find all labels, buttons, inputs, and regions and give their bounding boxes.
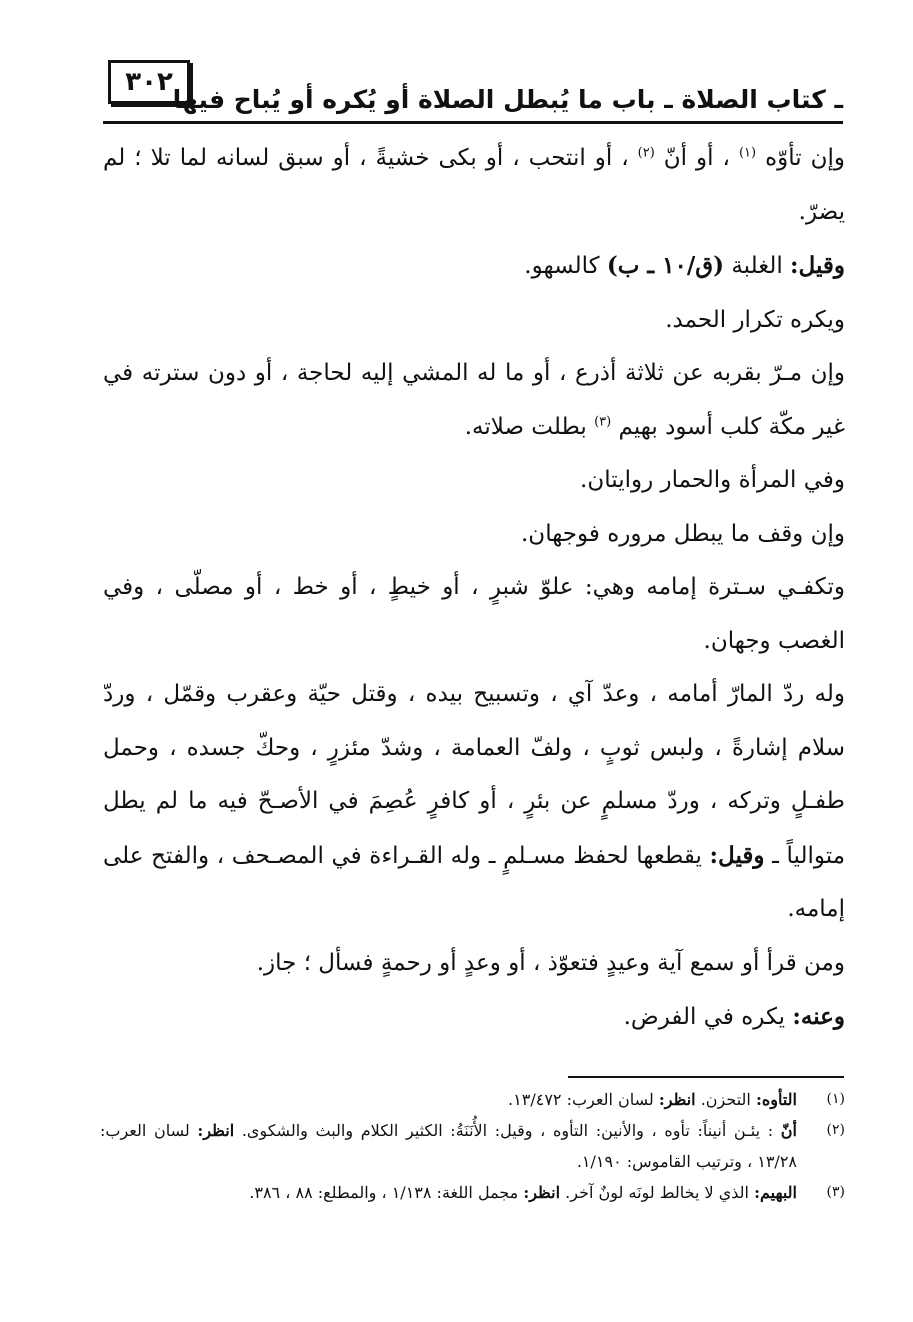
paragraph-2-text-b: كالسهو. (524, 253, 600, 279)
footnote-body (100, 1177, 797, 1208)
footnote-body (100, 1115, 797, 1177)
footnote-ref-1: (١) (738, 145, 757, 161)
manuscript-marker: (ق/١٠ ـ ب) (606, 252, 725, 279)
page-number-text: ٣٠٢ (125, 67, 173, 97)
paragraph-1-text-c: ، أو انتحب ، أو بكى خشيةً ، أو سبق لسانه لما تلا ؛ لم يضرّ. (103, 145, 845, 225)
paragraph-8-text-a: وله ردّ المارّ أمامه ، وعدّ آي ، وتسبيح بيده ، وقتل حيّة وعقرب وقمّل ، وردّ سلام إشارةً ، ولبس ثوبٍ ، ولفّ العمامة ، وشدّ مئزرٍ ، وحكّ جسده ، وحمل طفـلٍ وتركه ، وردّ مسلمٍ عن بئرٍ ، أو كافرٍ عُصِمَ في الأصـحّ فيه ما لم يطل متوالياً ـ (103, 681, 846, 869)
footnote-separator (568, 1076, 844, 1078)
footnote-term: البهيم: (754, 1183, 797, 1202)
footnote-number: (٣) (826, 1184, 845, 1200)
keyword-wanhu: وعنه: (792, 1003, 845, 1030)
footnote-number: (٢) (826, 1122, 845, 1138)
keyword-qila: وقيل: (790, 252, 845, 279)
paragraph-2-text-a: الغلبة (731, 253, 783, 279)
paragraph-7: وتكفـي سـترة إمامه وهي: علوّ شبرٍ ، أو خيطٍ ، أو خط ، أو مصلّى ، وفي الغصب وجهان. (103, 574, 845, 654)
paragraph-10-text: يكره في الفرض. (623, 1004, 786, 1030)
paragraph-3: ويكره تكرار الحمد. (665, 306, 845, 333)
paragraph-8-text-b: يقطعها لحفظ مسـلمٍ ـ وله القـراءة في المصـحف ، والفتح على إمامه. (103, 842, 845, 922)
paragraph-1 (103, 132, 845, 239)
footnotes (100, 1084, 845, 1208)
paragraph-2 (103, 239, 845, 294)
footnote-see: انظر: (197, 1121, 235, 1140)
paragraph-6: وإن وقف ما يبطل مروره فوجهان. (521, 520, 845, 547)
paragraph-5: وفي المرأة والحمار روايتان. (580, 467, 845, 493)
footnote-source: مجمل اللغة: ١/١٣٨ ، والمطلع: ٨٨ ، ٣٨٦. (249, 1183, 519, 1202)
footnote-number: (١) (826, 1091, 845, 1107)
main-text (103, 132, 845, 1045)
header-rule (103, 121, 843, 124)
footnote-see: انظر: (658, 1090, 696, 1109)
footnote-text: : يئـن أنيناً: تأوه ، والأنين: التأوه ، وقيل: الأُنَنَةُ: الكثير الكلام والبث والشكوى. (241, 1121, 774, 1140)
footnote-ref-3: (٣) (594, 413, 612, 429)
paragraph-4-text-a: وإن مـرّ بقربه عن ثلاثة أذرع ، أو ما له المشي إليه لحاجة ، أو دون سترته في غير مكّة كلب أسود بهيم (103, 360, 845, 440)
footnote-body (100, 1084, 797, 1115)
footnote-text: الذي لا يخالط لونَه لونٌ آخر. (565, 1183, 749, 1202)
paragraph-1-text-a: وإن تأوّه (765, 145, 845, 171)
footnote-source: لسان العرب: ١٣/٤٧٢. (508, 1090, 654, 1109)
paragraph-8 (103, 668, 845, 937)
footnote-term: أنّ (780, 1121, 797, 1140)
footnote-ref-2: (٢) (637, 145, 655, 161)
paragraph-10 (103, 990, 845, 1045)
paragraph-9: ومن قرأ أو سمع آية وعيدٍ فتعوّذ ، أو وعدٍ أو رحمةٍ فسأل ؛ جاز. (256, 949, 845, 976)
footnote-term: التأوه: (755, 1090, 797, 1109)
paragraph-4-text-b: بطلت صلاته. (464, 413, 587, 440)
footnote-text: التحزن. (700, 1090, 751, 1109)
paragraph-4 (103, 347, 845, 454)
footnote-source: لسان العرب: ١٣/٢٨ ، وترتيب القاموس: ١/١٩٠. (100, 1121, 797, 1171)
footnote-1 (100, 1084, 845, 1115)
footnote-see: انظر: (523, 1183, 561, 1202)
keyword-qila-2: وقيل: (709, 841, 765, 869)
paragraph-1-text-b: ، أو أنّ (663, 145, 730, 171)
running-title: ـ كتاب الصلاة ـ باب ما يُبطل الصلاة أو يُكره أو يُباح فيها (172, 85, 843, 114)
footnote-2 (100, 1115, 845, 1177)
footnote-3 (100, 1177, 845, 1208)
